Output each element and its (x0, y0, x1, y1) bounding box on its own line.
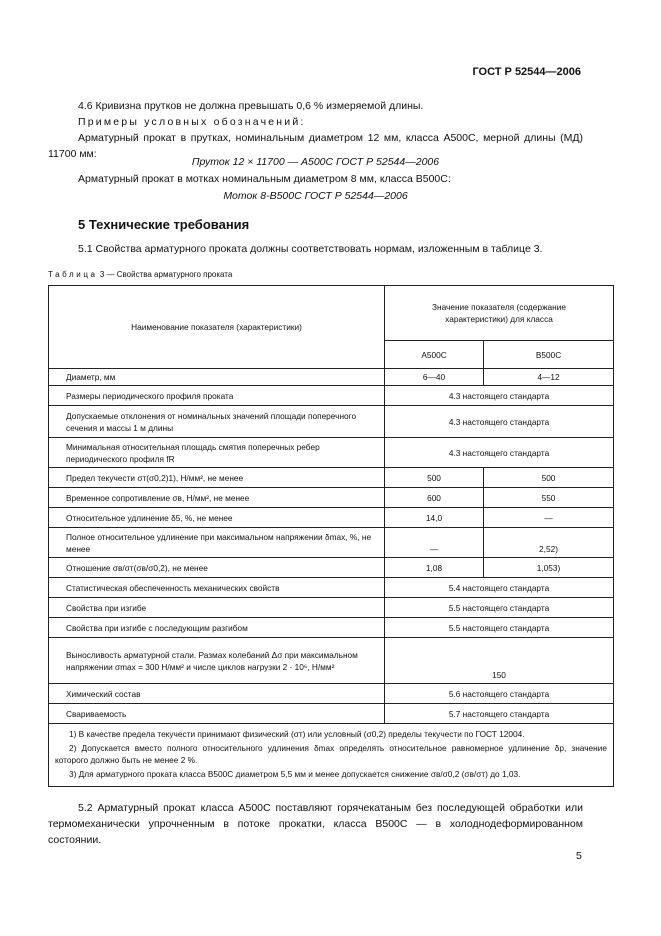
table-caption (48, 270, 232, 279)
table-row (49, 558, 614, 578)
example-1-text: Арматурный прокат в прутках, номинальным диаметром 12 мм, класса А500С, мерной длины (МД) 11700 мм: (48, 132, 583, 160)
row-value-a500c: — (385, 528, 484, 558)
row-name: Химический состав (49, 684, 385, 704)
table-row (49, 369, 614, 386)
row-value-b500c: — (484, 508, 614, 528)
table-row (49, 508, 614, 528)
paragraph-5-2: 5.2 Арматурный прокат класса А500С поставляют горячекатаным без последующей обработки или термомеханически упрочненным в потоке прокатки, класса В500С — в холоднодеформированном состоянии. (48, 802, 583, 846)
row-value-b500c: 500 (484, 468, 614, 488)
row-value-merged: 5.5 настоящего стандарта (385, 598, 614, 618)
table-row (49, 618, 614, 638)
row-value-a500c: 14,0 (385, 508, 484, 528)
table-footnotes (49, 724, 614, 787)
col-name-header: Наименование показателя (характеристики) (49, 286, 385, 369)
table-row (49, 406, 614, 438)
row-value-b500c: 2,52) (484, 528, 614, 558)
row-name: Статистическая обеспеченность механических свойств (49, 578, 385, 598)
table-row (49, 488, 614, 508)
row-value-b500c: 4—12 (484, 369, 614, 386)
row-name: Допускаемые отклонения от номинальных значений площади поперечного сечения и массы 1 м длины (49, 406, 385, 438)
row-value-merged: 4.3 настоящего стандарта (385, 438, 614, 468)
examples-label: Примеры условных обозначений: (78, 116, 306, 128)
footnotes-row (49, 724, 614, 787)
table-row (49, 684, 614, 704)
row-name: Выносливость арматурной стали. Размах колебаний Δσ при максимальном напряжении σmax = 300 Н/мм² и числе циклов нагрузки 2 · 10⁶, Н/мм² (49, 638, 385, 684)
table-row (49, 438, 614, 468)
table-row (49, 638, 614, 684)
row-name: Свариваемость (49, 704, 385, 724)
row-name: Минимальная относительная площадь смятия поперечных ребер периодического профиля fR (49, 438, 385, 468)
row-value-b500c: 1,053) (484, 558, 614, 578)
footnote: 3) Для арматурного проката класса В500С диаметром 5,5 мм и менее допускается снижение σв/σ0,2 (σв/σт) до 1,03. (69, 769, 521, 779)
class-b-header: В500С (484, 341, 614, 369)
paragraph-4-6: 4.6 Кривизна прутков не должна превышать 0,6 % измеряемой длины. (78, 100, 424, 112)
row-value-merged: 5.6 настоящего стандарта (385, 684, 614, 704)
page-number: 5 (576, 850, 582, 862)
row-name: Диаметр, мм (49, 369, 385, 386)
row-value-merged: 5.5 настоящего стандарта (385, 618, 614, 638)
table-row (49, 386, 614, 406)
row-name: Относительное удлинение δ5, %, не менее (49, 508, 385, 528)
table-row (49, 468, 614, 488)
row-value-b500c: 550 (484, 488, 614, 508)
row-value-merged: 150 (385, 638, 614, 684)
section-title: 5 Технические требования (78, 217, 250, 232)
row-name: Предел текучести σт(σ0,2)1), Н/мм², не менее (49, 468, 385, 488)
row-name: Отношение σв/σт(σв/σ0,2), не менее (49, 558, 385, 578)
row-value-merged: 4.3 настоящего стандарта (385, 386, 614, 406)
table-caption-word: Таблица (48, 270, 98, 279)
row-name: Полное относительное удлинение при максимальном напряжении δmax, %, не менее (49, 528, 385, 558)
row-name: Временное сопротивление σв, Н/мм², не менее (49, 488, 385, 508)
table-row (49, 704, 614, 724)
footnote: 2) Допускается вместо полного относительного удлинения δmax определять относительное равномерное удлинение δр, значение которого должно быть не менее 2 %. (55, 743, 608, 765)
properties-table (48, 285, 614, 787)
table-row (49, 528, 614, 558)
example-2-text: Арматурный прокат в мотках номинальным диаметром 8 мм, класса В500С: (78, 173, 451, 185)
footnote: 1) В качестве предела текучести принимают физический (σт) или условный (σ0,2) пределы текучести по ГОСТ 12004. (69, 729, 525, 739)
col-value-header: Значение показателя (содержание характеристики) для класса (385, 286, 614, 341)
table-row (49, 598, 614, 618)
paragraph-5-1: 5.1 Свойства арматурного проката должны соответствовать нормам, изложенным в таблице 3. (78, 243, 543, 255)
row-value-a500c: 6—40 (385, 369, 484, 386)
example-2-designation: Моток 8-В500С ГОСТ Р 52544—2006 (223, 190, 408, 202)
row-value-a500c: 600 (385, 488, 484, 508)
row-value-a500c: 1,08 (385, 558, 484, 578)
row-value-merged: 5.4 настоящего стандарта (385, 578, 614, 598)
table-caption-text: 3 — Свойства арматурного проката (99, 270, 233, 279)
row-name: Свойства при изгибе с последующим разгибом (49, 618, 385, 638)
example-1-designation: Пруток 12 × 11700 — А500С ГОСТ Р 52544—2006 (191, 156, 440, 168)
table-row (49, 578, 614, 598)
row-value-a500c: 500 (385, 468, 484, 488)
row-value-merged: 4.3 настоящего стандарта (385, 406, 614, 438)
row-value-merged: 5.7 настоящего стандарта (385, 704, 614, 724)
row-name: Свойства при изгибе (49, 598, 385, 618)
row-name: Размеры периодического профиля проката (49, 386, 385, 406)
class-a-header: А500С (385, 341, 484, 369)
standard-header: ГОСТ Р 52544—2006 (472, 66, 581, 78)
